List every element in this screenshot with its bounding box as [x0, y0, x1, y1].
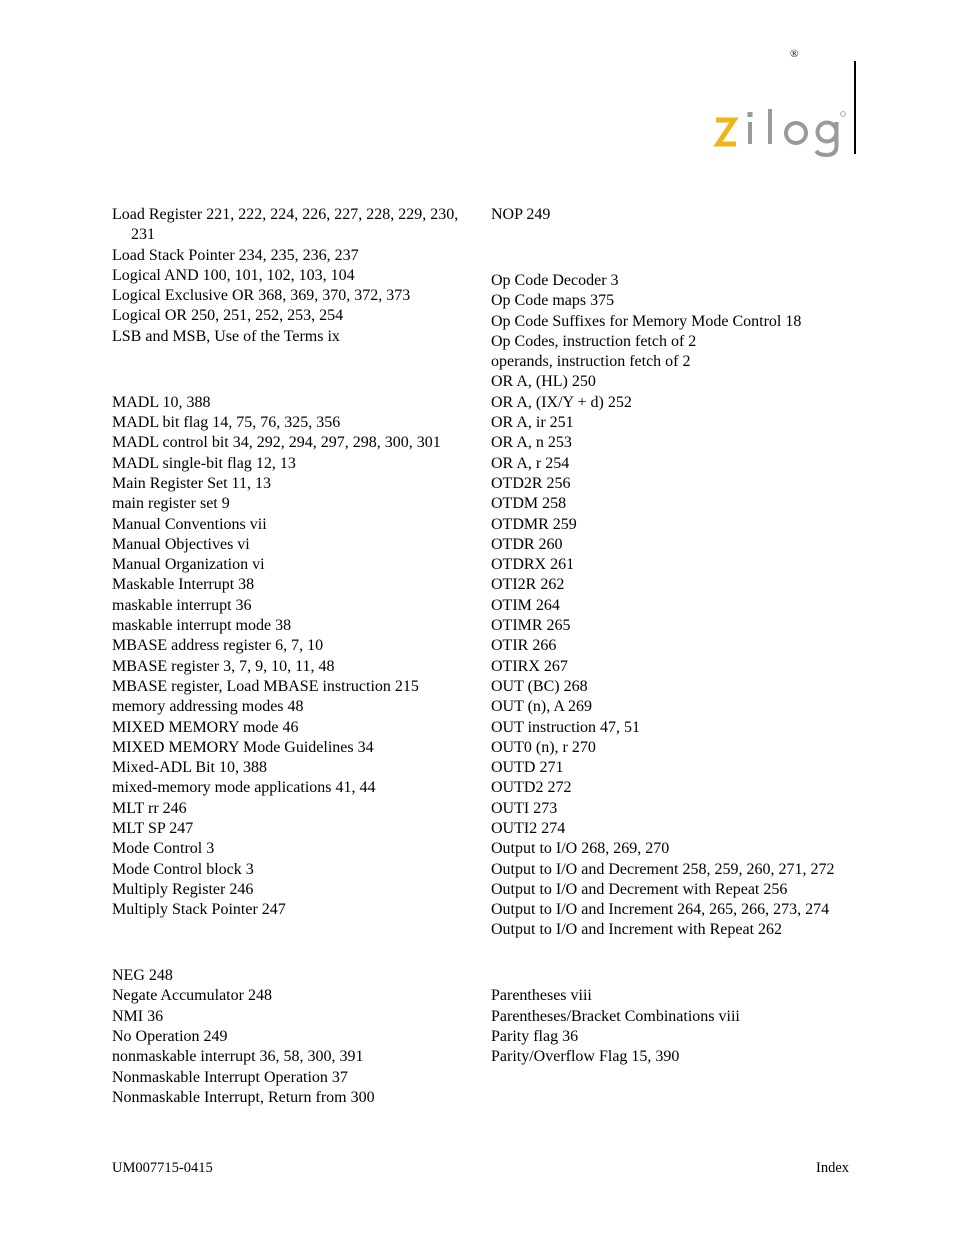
index-entry: NEG 248: [112, 967, 173, 985]
index-entry: OUT (n), A 269: [491, 698, 593, 716]
index-entry: MADL 10, 388: [112, 393, 211, 411]
index-entry: Load Register 221, 222, 224, 226, 227, 228, 229, 230, 231: [112, 206, 459, 244]
index-entry: No Operation 249: [112, 1028, 228, 1046]
index-entry: LSB and MSB, Use of the Terms ix: [112, 327, 340, 345]
index-entry: Output to I/O and Increment with Repeat 262: [491, 921, 783, 939]
index-entry: NOP 249: [491, 206, 551, 223]
index-entry: OUTI 273: [491, 799, 558, 817]
index-entry: operands, instruction fetch of 2: [491, 353, 691, 371]
index-entry: Nonmaskable Interrupt, Return from 300: [112, 1088, 375, 1106]
index-entry: Load Stack Pointer 234, 235, 236, 237: [112, 246, 359, 264]
index-entry: Nonmaskable Interrupt Operation 37: [112, 1068, 348, 1086]
index-entry: Mixed-ADL Bit 10, 388: [112, 759, 267, 777]
index-entry: OR A, (HL) 250: [491, 373, 596, 391]
index-entry: Op Code Suffixes for Memory Mode Control 18: [491, 312, 802, 330]
index-entry: MBASE register 3, 7, 9, 10, 11, 48: [112, 657, 335, 675]
index-entry: MLT rr 246: [112, 799, 187, 817]
index-entry: MADL bit flag 14, 75, 76, 325, 356: [112, 414, 341, 432]
index-entry: OUT0 (n), r 270: [491, 738, 596, 756]
index-entry: OUTI2 274: [491, 820, 566, 837]
index-entry: OUT (BC) 268: [491, 677, 588, 695]
index-entry: OTDR 260: [491, 535, 563, 553]
index-entry: Output to I/O and Decrement 258, 259, 260, 271, 272: [491, 860, 835, 878]
index-entry: Parity/Overflow Flag 15, 390: [491, 1048, 680, 1066]
header-divider: [854, 61, 856, 154]
index-entry: OTDRX 261: [491, 556, 575, 574]
index-entry: Maskable Interrupt 38: [112, 576, 255, 594]
index-entry: Logical Exclusive OR 368, 369, 370, 372, 373: [112, 287, 411, 305]
index-entry: MLT SP 247: [112, 820, 194, 837]
index-entry: OUTD2 272: [491, 779, 572, 797]
index-entry: Op Code maps 375: [491, 292, 615, 310]
index-entry: OR A, n 253: [491, 434, 572, 452]
document-id: UM007715-0415: [112, 1160, 213, 1176]
index-entry: main register set 9: [112, 495, 230, 513]
index-entry: MBASE address register 6, 7, 10: [112, 637, 324, 655]
index-entry: OTD2R 256: [491, 474, 571, 492]
index-entry: OR A, (IX/Y + d) 252: [491, 393, 632, 411]
index-entry: mixed-memory mode applications 41, 44: [112, 779, 376, 797]
index-entry: maskable interrupt 36: [112, 596, 252, 614]
index-entry: MBASE register, Load MBASE instruction 215: [112, 677, 419, 695]
index-entry: Output to I/O and Increment 264, 265, 266, 273, 274: [491, 901, 830, 919]
index-entry: Parity flag 36: [491, 1028, 579, 1046]
letter-group-gap: [491, 225, 841, 271]
index-entry: Multiply Stack Pointer 247: [112, 901, 286, 919]
index-entry: maskable interrupt mode 38: [112, 617, 292, 635]
index-entry: Logical OR 250, 251, 252, 253, 254: [112, 307, 344, 325]
index-left-column: [112, 205, 482, 1108]
index-entry: Op Codes, instruction fetch of 2: [491, 332, 697, 350]
index-entry: Mode Control 3: [112, 840, 215, 858]
zilog-logo: [712, 100, 847, 160]
index-entry: Mode Control block 3: [112, 860, 254, 878]
index-entry: Multiply Register 246: [112, 880, 254, 898]
index-entry: Output to I/O and Decrement with Repeat 256: [491, 880, 788, 898]
index-entry: nonmaskable interrupt 36, 58, 300, 391: [112, 1048, 364, 1066]
letter-group-gap: [112, 920, 482, 966]
index-entry: OTIR 266: [491, 637, 557, 655]
index-entry: OTIMR 265: [491, 617, 571, 635]
index-entry: Manual Objectives vi: [112, 535, 250, 553]
index-entry: Negate Accumulator 248: [112, 987, 272, 1005]
index-entry: Output to I/O 268, 269, 270: [491, 840, 670, 858]
index-entry: OTI2R 262: [491, 576, 565, 594]
index-entry: Main Register Set 11, 13: [112, 474, 271, 492]
index-entry: MADL control bit 34, 292, 294, 297, 298, 300, 301: [112, 434, 441, 452]
letter-group-gap: [491, 941, 841, 987]
index-entry: MIXED MEMORY mode 46: [112, 718, 299, 736]
index-entry: NMI 36: [112, 1007, 164, 1025]
index-entry: Parentheses viii: [491, 987, 592, 1005]
index-entry: Manual Conventions vii: [112, 515, 267, 533]
letter-group-gap: [112, 347, 482, 393]
index-entry: memory addressing modes 48: [112, 698, 304, 716]
index-right-column: [491, 205, 841, 1068]
index-entry: Parentheses/Bracket Combinations viii: [491, 1007, 740, 1025]
index-entry: MIXED MEMORY Mode Guidelines 34: [112, 738, 374, 756]
index-entry: Logical AND 100, 101, 102, 103, 104: [112, 266, 355, 284]
index-entry: OTDM 258: [491, 495, 567, 513]
index-entry: Op Code Decoder 3: [491, 271, 619, 289]
index-entry: OUTD 271: [491, 759, 564, 777]
index-entry: Manual Organization vi: [112, 556, 265, 574]
index-entry: MADL single-bit flag 12, 13: [112, 454, 296, 472]
index-entry: OTDMR 259: [491, 515, 577, 533]
index-entry: OR A, ir 251: [491, 414, 574, 432]
index-entry: OTIM 264: [491, 596, 560, 614]
section-label: Index: [815, 1160, 849, 1176]
index-entry: OUT instruction 47, 51: [491, 718, 641, 736]
registered-mark: ®: [790, 48, 799, 60]
index-entry: OTIRX 267: [491, 657, 568, 675]
index-entry: OR A, r 254: [491, 454, 570, 472]
